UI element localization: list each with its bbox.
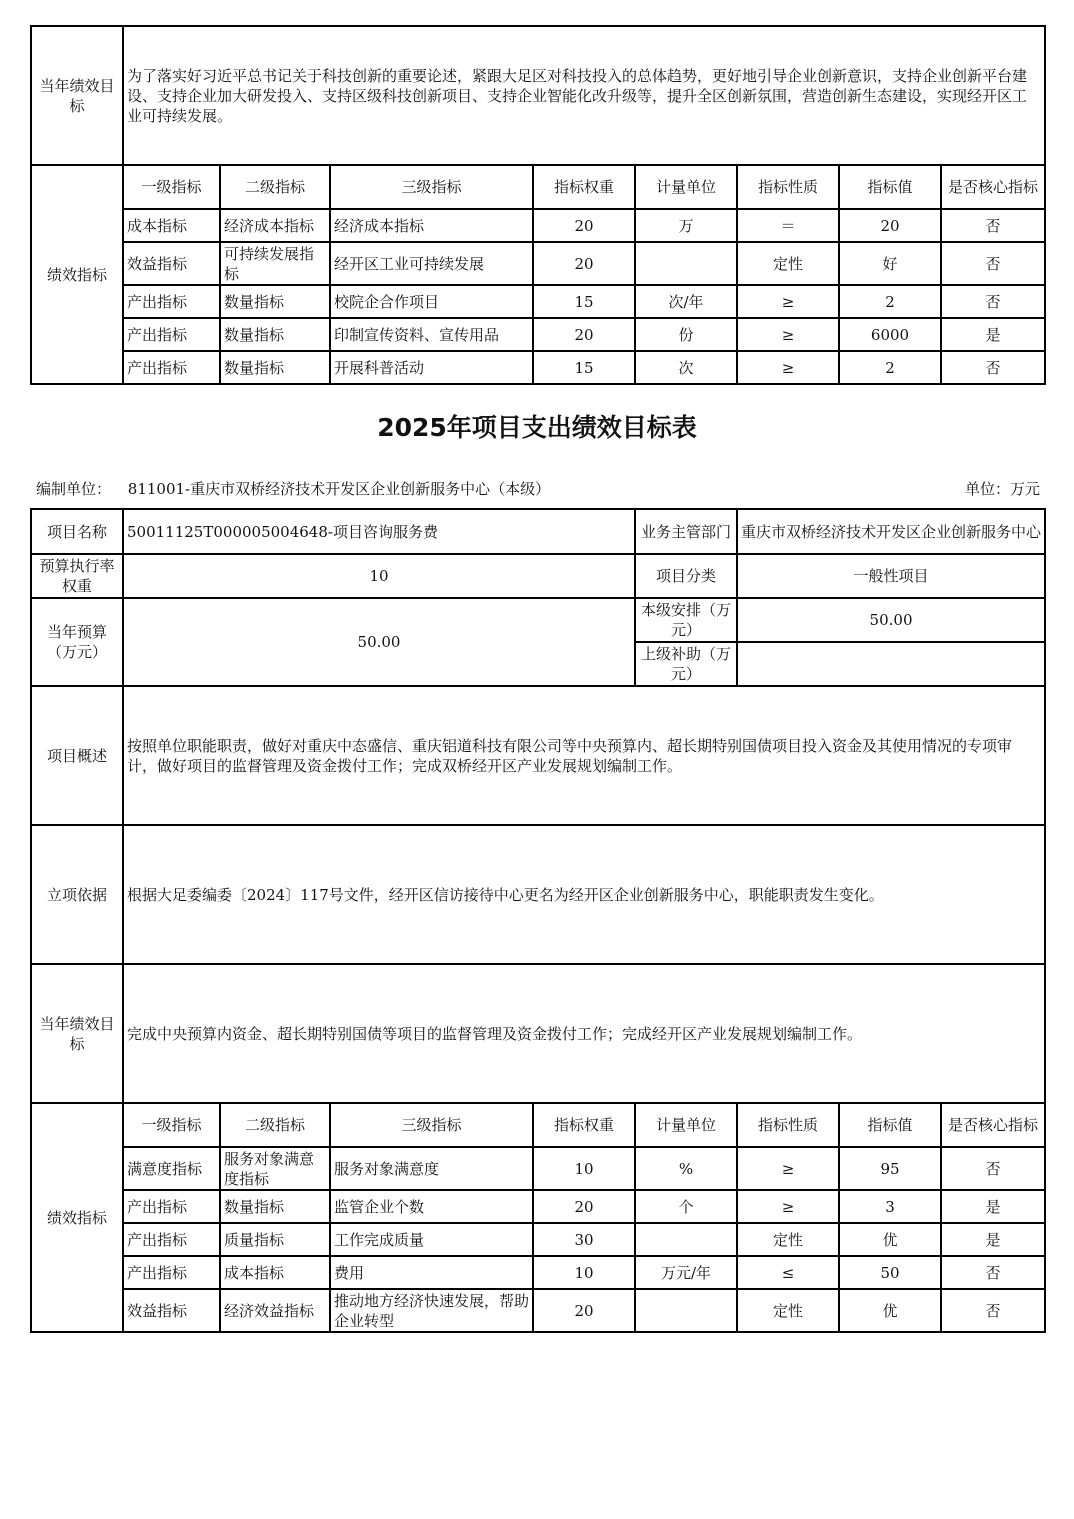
cell-level2: 数量指标: [220, 351, 330, 384]
header-unit: 计量单位: [635, 1103, 737, 1147]
header-weight: 指标权重: [533, 165, 635, 209]
cell-level2: 质量指标: [220, 1223, 330, 1256]
cell-core: 是: [941, 318, 1045, 351]
top-indicator-label: 绩效指标: [31, 165, 123, 384]
cell-level1: 效益指标: [123, 1289, 220, 1332]
cell-unit: 万: [635, 209, 737, 242]
cell-value: 优: [839, 1289, 941, 1332]
cell-level3: 经开区工业可持续发展: [330, 242, 533, 285]
cell-nature: ＝: [737, 209, 839, 242]
cell-level2: 经济成本指标: [220, 209, 330, 242]
cell-value: 2: [839, 351, 941, 384]
cell-level3: 推动地方经济快速发展，帮助企业转型: [330, 1289, 533, 1332]
dept-label: 业务主管部门: [635, 509, 737, 554]
project-goal-label: 当年绩效目标: [31, 964, 123, 1103]
overview-label: 项目概述: [31, 686, 123, 825]
project-indicator-label: 绩效指标: [31, 1103, 123, 1332]
compiler-label: 编制单位：: [36, 480, 112, 498]
project-goal-text: 完成中央预算内资金、超长期特别国债等项目的监督管理及资金拨付工作；完成经开区产业发展规划编制工作。: [123, 964, 1045, 1103]
cell-level3: 费用: [330, 1256, 533, 1289]
cell-level1: 产出指标: [123, 285, 220, 318]
exec-rate-value: 10: [123, 554, 635, 598]
cell-weight: 20: [533, 318, 635, 351]
cell-unit: [635, 1289, 737, 1332]
cell-level2: 成本指标: [220, 1256, 330, 1289]
cell-core: 否: [941, 1289, 1045, 1332]
cell-level2: 数量指标: [220, 1190, 330, 1223]
cell-value: 20: [839, 209, 941, 242]
category-value: 一般性项目: [737, 554, 1045, 598]
cell-weight: 20: [533, 209, 635, 242]
header-value: 指标值: [839, 1103, 941, 1147]
header-value: 指标值: [839, 165, 941, 209]
header-nature: 指标性质: [737, 1103, 839, 1147]
cell-nature: ≤: [737, 1256, 839, 1289]
cell-value: 2: [839, 285, 941, 318]
unit-text: 单位：万元: [964, 480, 1040, 498]
table-row: [31, 1147, 1045, 1190]
cell-unit: %: [635, 1147, 737, 1190]
budget-value: 50.00: [123, 598, 635, 686]
category-label: 项目分类: [635, 554, 737, 598]
header-level1: 一级指标: [123, 1103, 220, 1147]
cell-value: 6000: [839, 318, 941, 351]
dept-value: 重庆市双桥经济技术开发区企业创新服务中心: [737, 509, 1045, 554]
header-level3: 三级指标: [330, 1103, 533, 1147]
cell-weight: 10: [533, 1147, 635, 1190]
project-name-label: 项目名称: [31, 509, 123, 554]
header-level3: 三级指标: [330, 165, 533, 209]
cell-level1: 产出指标: [123, 318, 220, 351]
cell-core: 否: [941, 209, 1045, 242]
cell-value: 95: [839, 1147, 941, 1190]
cell-level3: 印制宣传资料、宣传用品: [330, 318, 533, 351]
project-header-row: [31, 1103, 1045, 1147]
cell-level3: 校院企合作项目: [330, 285, 533, 318]
local-label: 本级安排（万元）: [635, 598, 737, 642]
cell-level1: 产出指标: [123, 1190, 220, 1223]
table-row: [31, 209, 1045, 242]
cell-weight: 30: [533, 1223, 635, 1256]
upper-value: [737, 642, 1045, 686]
top-goal-text: 为了落实好习近平总书记关于科技创新的重要论述，紧跟大足区对科技投入的总体趋势，更好地引导企业创新意识，支持企业创新平台建设、支持企业加大研发投入、支持区级科技创新项目、支持企业智能化改升级等，提升全区创新氛围，营造创新生态建设，实现经开区工业可持续发展。: [123, 26, 1045, 165]
cell-weight: 20: [533, 242, 635, 285]
cell-nature: 定性: [737, 1223, 839, 1256]
header-core: 是否核心指标: [941, 165, 1045, 209]
table-row: [31, 351, 1045, 384]
cell-unit: 个: [635, 1190, 737, 1223]
budget-label: 当年预算（万元）: [31, 598, 123, 686]
table-row: [31, 318, 1045, 351]
header-nature: 指标性质: [737, 165, 839, 209]
cell-level3: 经济成本指标: [330, 209, 533, 242]
cell-level1: 产出指标: [123, 351, 220, 384]
cell-unit: 份: [635, 318, 737, 351]
cell-core: 否: [941, 285, 1045, 318]
cell-level1: 效益指标: [123, 242, 220, 285]
table-row: [31, 1190, 1045, 1223]
cell-nature: 定性: [737, 1289, 839, 1332]
cell-weight: 15: [533, 285, 635, 318]
cell-core: 是: [941, 1190, 1045, 1223]
cell-level2: 数量指标: [220, 285, 330, 318]
top-performance-table: [30, 25, 1046, 385]
compiler-line: [36, 478, 550, 499]
header-unit: 计量单位: [635, 165, 737, 209]
header-level2: 二级指标: [220, 165, 330, 209]
cell-level2: 数量指标: [220, 318, 330, 351]
cell-value: 优: [839, 1223, 941, 1256]
overview-text: 按照单位职能职责，做好对重庆中态盛信、重庆铝道科技有限公司等中央预算内、超长期特别国债项目投入资金及其使用情况的专项审计，做好项目的监督管理及资金拨付工作；完成双桥经开区产业发展规划编制工作。: [123, 686, 1045, 825]
top-header-row: [31, 165, 1045, 209]
cell-level2: 经济效益指标: [220, 1289, 330, 1332]
table-row: [31, 1289, 1045, 1332]
header-core: 是否核心指标: [941, 1103, 1045, 1147]
cell-weight: 15: [533, 351, 635, 384]
cell-core: 否: [941, 1256, 1045, 1289]
cell-level3: 工作完成质量: [330, 1223, 533, 1256]
cell-nature: ≥: [737, 351, 839, 384]
cell-level1: 满意度指标: [123, 1147, 220, 1190]
cell-core: 否: [941, 1147, 1045, 1190]
cell-unit: 次/年: [635, 285, 737, 318]
cell-level3: 开展科普活动: [330, 351, 533, 384]
cell-nature: ≥: [737, 1190, 839, 1223]
cell-weight: 20: [533, 1289, 635, 1332]
page-title: 2025年项目支出绩效目标表: [377, 413, 697, 442]
cell-nature: ≥: [737, 285, 839, 318]
table-row: [31, 1256, 1045, 1289]
cell-unit: [635, 242, 737, 285]
cell-unit: 次: [635, 351, 737, 384]
cell-nature: ≥: [737, 318, 839, 351]
cell-nature: 定性: [737, 242, 839, 285]
header-weight: 指标权重: [533, 1103, 635, 1147]
project-performance-table: [30, 508, 1046, 1333]
exec-rate-label: 预算执行率权重: [31, 554, 123, 598]
cell-level1: 产出指标: [123, 1223, 220, 1256]
table-row: [31, 1223, 1045, 1256]
upper-label: 上级补助（万元）: [635, 642, 737, 686]
cell-level3: 监管企业个数: [330, 1190, 533, 1223]
cell-level1: 成本指标: [123, 209, 220, 242]
header-level2: 二级指标: [220, 1103, 330, 1147]
table-row: [31, 242, 1045, 285]
cell-core: 否: [941, 351, 1045, 384]
cell-level2: 服务对象满意度指标: [220, 1147, 330, 1190]
cell-core: 否: [941, 242, 1045, 285]
cell-level2: 可持续发展指标: [220, 242, 330, 285]
cell-unit: [635, 1223, 737, 1256]
cell-core: 是: [941, 1223, 1045, 1256]
basis-label: 立项依据: [31, 825, 123, 964]
table-row: [31, 285, 1045, 318]
cell-unit: 万元/年: [635, 1256, 737, 1289]
basis-text: 根据大足委编委〔2024〕117号文件，经开区信访接待中心更名为经开区企业创新服务中心，职能职责发生变化。: [123, 825, 1045, 964]
cell-level1: 产出指标: [123, 1256, 220, 1289]
cell-value: 50: [839, 1256, 941, 1289]
project-name-value: 50011125T000005004648-项目咨询服务费: [123, 509, 635, 554]
compiler-value: 811001-重庆市双桥经济技术开发区企业创新服务中心（本级）: [127, 480, 551, 498]
cell-level3: 服务对象满意度: [330, 1147, 533, 1190]
cell-weight: 20: [533, 1190, 635, 1223]
cell-nature: ≥: [737, 1147, 839, 1190]
cell-value: 3: [839, 1190, 941, 1223]
header-level1: 一级指标: [123, 165, 220, 209]
cell-weight: 10: [533, 1256, 635, 1289]
local-value: 50.00: [737, 598, 1045, 642]
cell-value: 好: [839, 242, 941, 285]
top-goal-label: 当年绩效目标: [31, 26, 123, 165]
